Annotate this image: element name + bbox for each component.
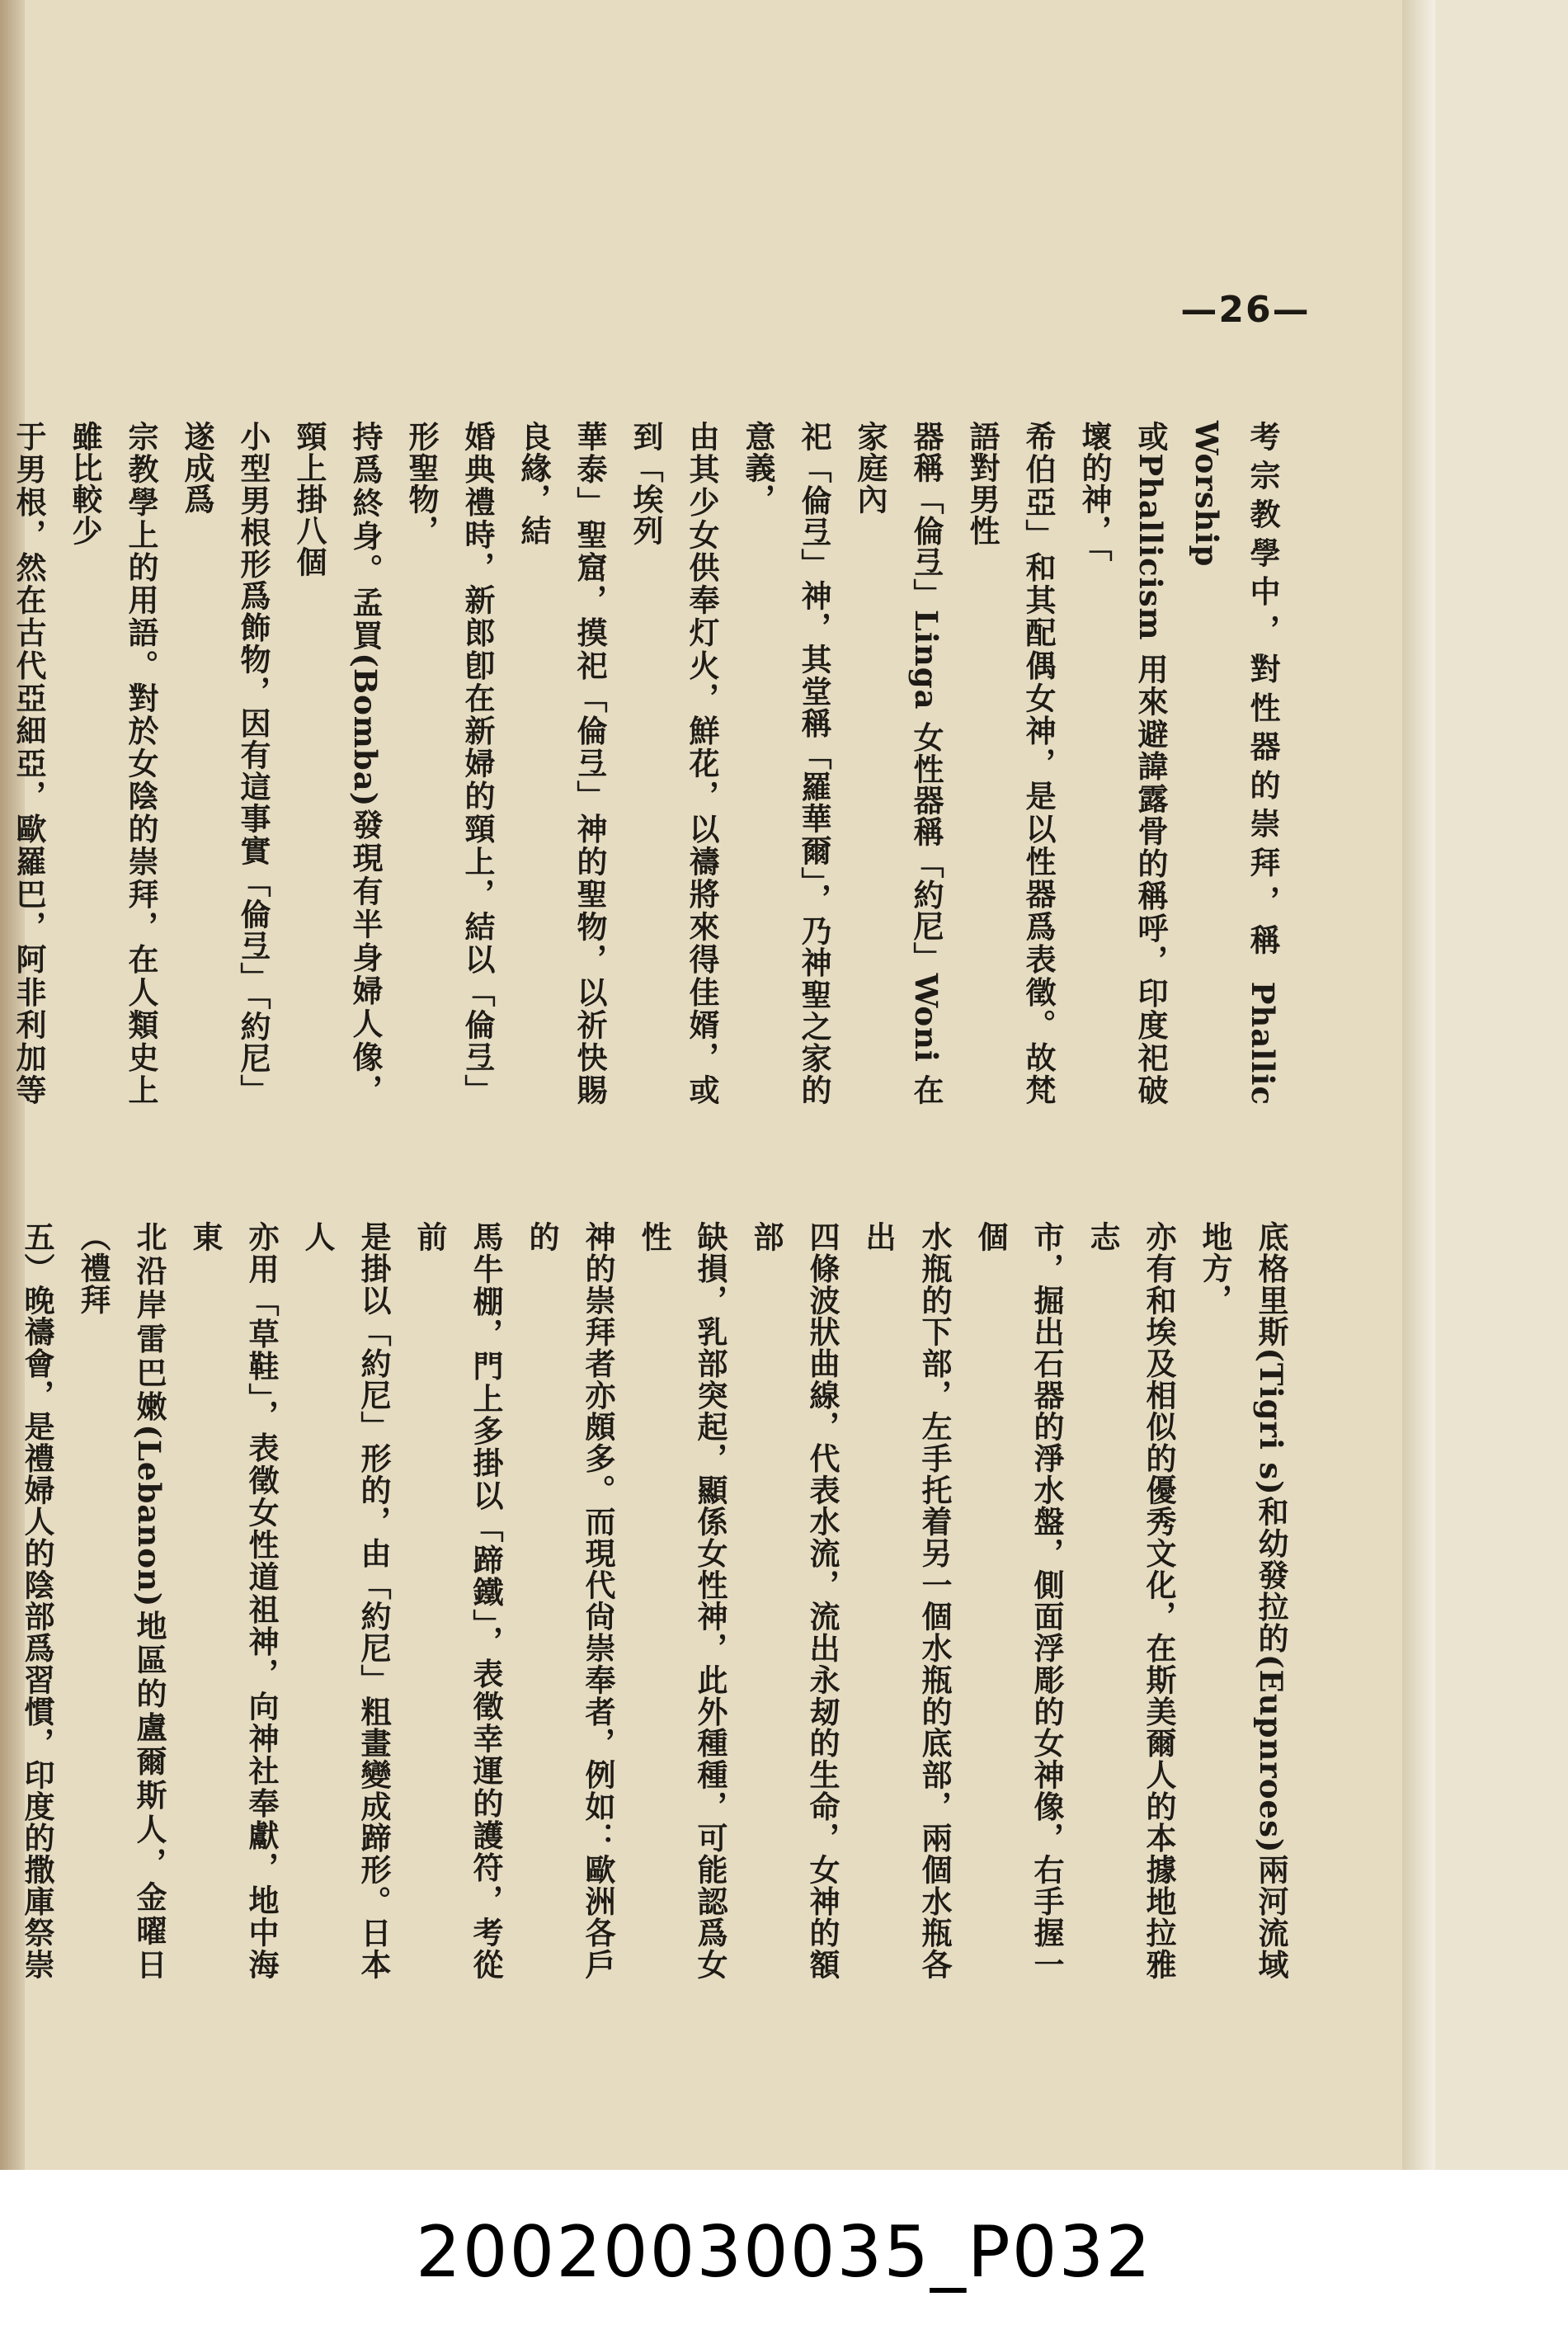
text-column: 宗教學上的用語。對於女陰的崇拜，在人類史上雖比較少 [67, 421, 159, 1106]
text-column: 五）晚禱會，是禮婦人的陰部爲習慣，印度的撒庫祭崇 [19, 1221, 55, 1980]
text-column: 或Phallicism 用來避諱露骨的稱呼，印度祀破壞的神，「 [1076, 421, 1169, 1106]
text-column: 底格里斯(Tigri s)和幼發拉的(Eupnroes)兩河流域地方， [1197, 1221, 1289, 1980]
text-column: 亦有和埃及相似的優秀文化，在斯美爾人的本據地拉雅志 [1085, 1221, 1177, 1980]
text-column: 小型男根形爲飾物，因有這事實「倫弖」「約尼」遂成爲 [179, 421, 271, 1106]
page-number: —26— [1180, 289, 1311, 331]
upper-text-block [11, 421, 1291, 1106]
text-column: 是掛以「約尼」形的，由「約尼」粗畫變成蹄形。日本人 [299, 1221, 392, 1980]
text-column: 婚典禮時，新郎卽在新婦的頸上，結以「倫弖」形聖物， [403, 421, 496, 1106]
text-column: 祀「倫弖」神，其堂稱「羅華爾」，乃神聖之家的意義， [740, 421, 832, 1106]
text-column: 考宗教學中，對性器的崇拜，稱 Phallic Worship [1189, 421, 1281, 1106]
scan-identifier: 20020030035_P032 [416, 2211, 1152, 2294]
text-column: 于男根，然在古代亞細亞，歐羅巴，阿非利加等 [11, 421, 47, 1106]
text-column: 希伯亞」和其配偶女神，是以性器爲表徵。故梵語對男性 [964, 421, 1057, 1106]
text-column: 馬牛棚，門上多掛以「蹄鐵」，表徵幸運的護符，考從前 [412, 1221, 504, 1980]
text-column: 器稱「倫弖」Linga 女性器稱「約尼」Woni 在家庭內 [852, 421, 944, 1106]
text-column: 華泰」聖窟，摸祀「倫弖」神的聖物，以祈快賜良緣，結 [516, 421, 608, 1106]
text-column: 亦用「草鞋」，表徵女性道祖神，向神社奉獻，地中海東 [187, 1221, 280, 1980]
text-column: 缺損，乳部突起，顯係女性神，此外種種，可能認爲女性 [636, 1221, 728, 1980]
text-column: 四條波狀曲線，代表水流，流出永刼的生命，女神的額部 [748, 1221, 841, 1980]
text-column: 由其少女供奉灯火，鮮花，以禱將來得佳婿，或到「埃列 [628, 421, 720, 1106]
text-column: 水瓶的下部，左手托着另一個水瓶的底部，兩個水瓶各出 [860, 1221, 953, 1980]
text-column: 市，掘出石器的淨水盤，側面浮彫的女神像，右手握一個 [972, 1221, 1065, 1980]
page-edge [1402, 0, 1435, 2170]
text-column: 持爲終身。孟買(Bomba)發現有半身婦人像，頸上掛八個 [291, 421, 384, 1106]
lower-text-block [19, 1221, 1299, 1980]
text-column: 北沿岸雷巴嫩(Lebanon)地區的盧爾斯人，金曜日（禮拜 [75, 1221, 167, 1980]
text-column: 神的崇拜者亦頗多。而現代尙崇奉者，例如：歐洲各戶的 [524, 1221, 616, 1980]
